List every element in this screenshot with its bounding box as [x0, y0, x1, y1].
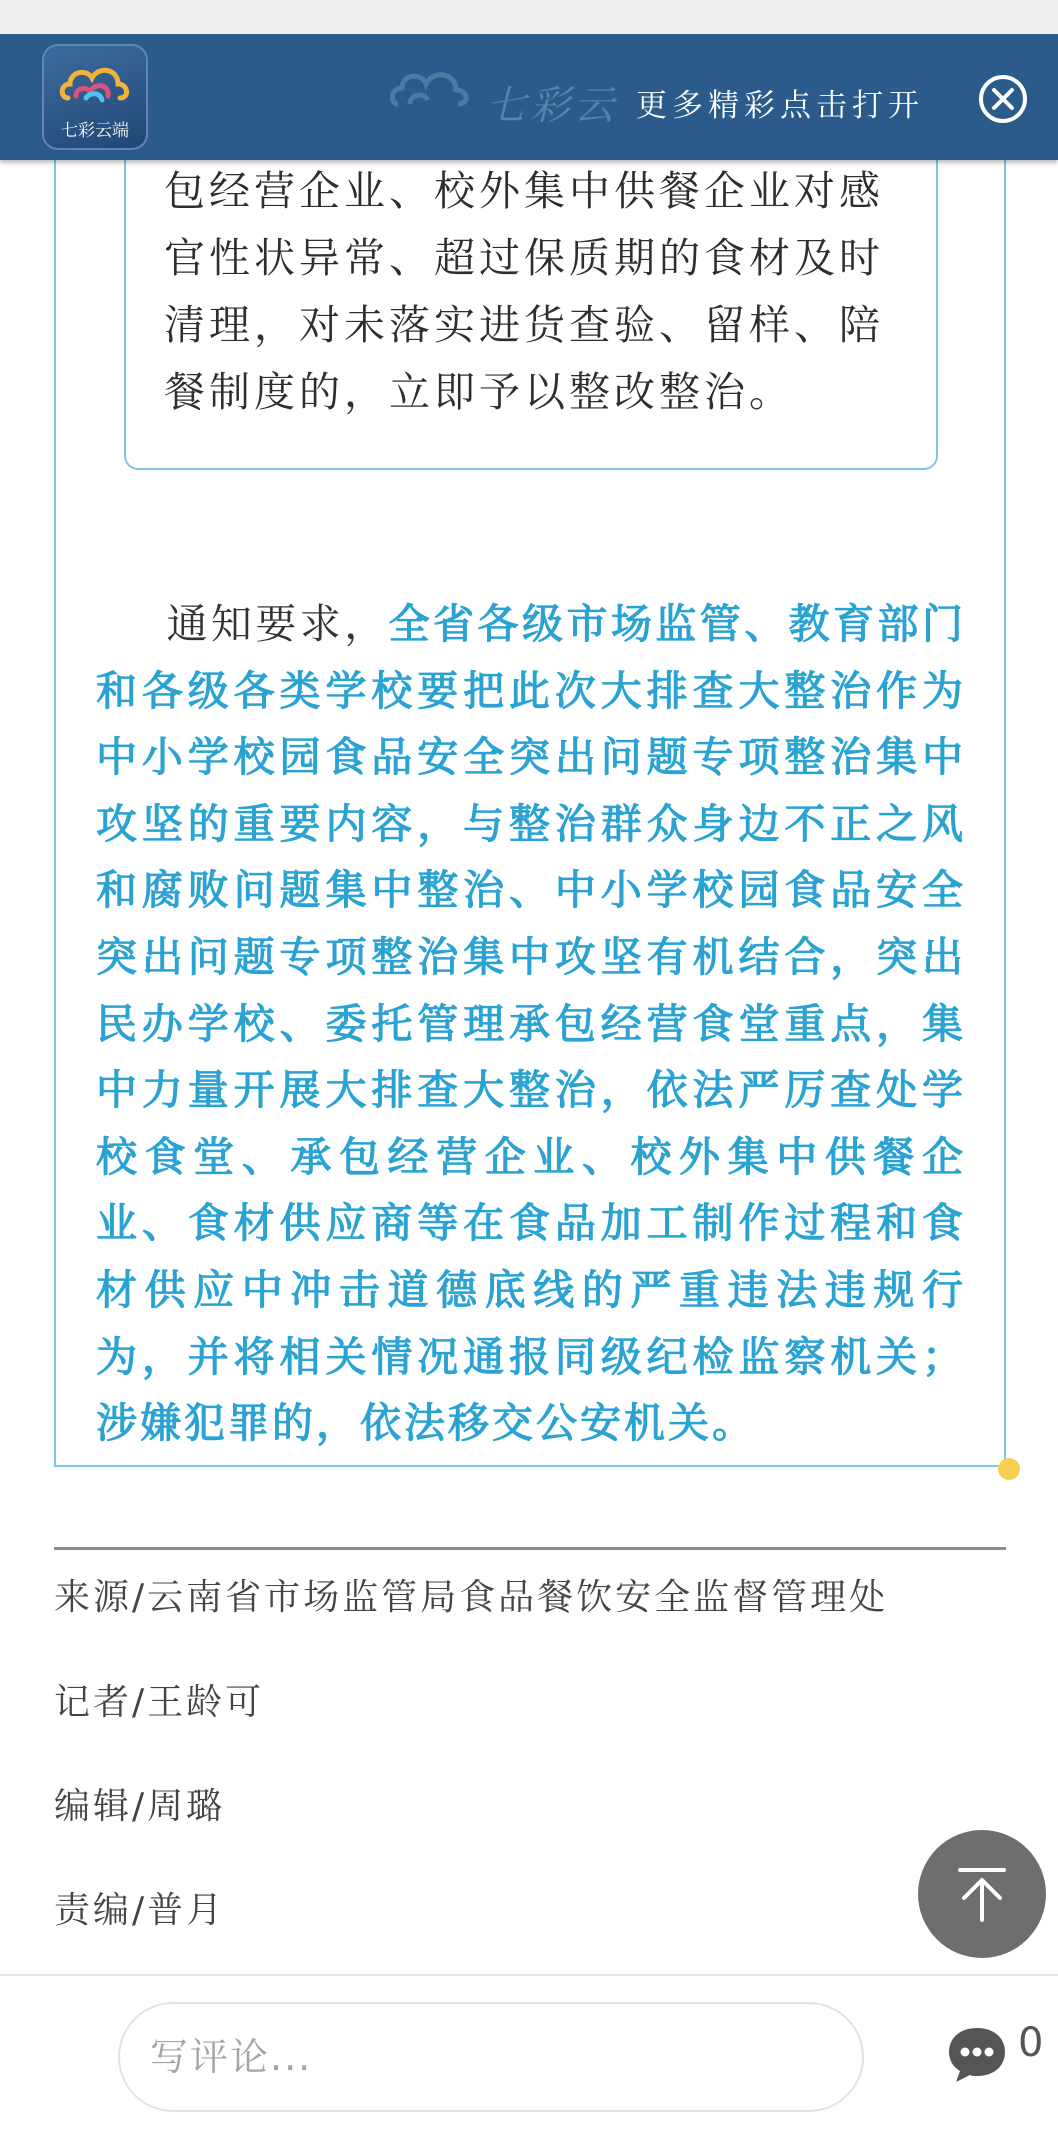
comment-bubble-icon[interactable] [946, 2024, 1008, 2086]
cloud-logo-icon [56, 58, 134, 118]
faint-logo-text: 七彩云 [486, 83, 618, 129]
frame-dot [998, 1458, 1020, 1480]
app-logo-name: 七彩云端 [61, 121, 129, 141]
credits-divider [54, 1547, 1006, 1550]
credit-source: 来源/云南省市场监管局食品餐饮安全监督管理处 [54, 1577, 889, 1618]
app-logo [42, 44, 148, 150]
body-paragraph [96, 591, 966, 1457]
article-content [0, 34, 1058, 1974]
close-circle-icon[interactable] [978, 74, 1028, 124]
faint-cloud-logo-icon [386, 64, 476, 120]
credit-editor: 编辑/周璐 [54, 1786, 226, 1827]
comment-input[interactable]: 写评论... [118, 2002, 864, 2112]
arrow-up-icon [952, 1864, 1012, 1924]
body-highlight: 全省各级市场监管、教育部门和各级各类学校要把此次大排查大整治作为中小学校园食品安全突出问题专项整治集中攻坚的重要内容，与整治群众身边不正之风和腐败问题集中整治、中小学校园食品安全突出问题专项整治集中攻坚有机结合，突出民办学校、委托管理承包经营食堂重点，集中力量开展大排查大整治，依法严厉查处学校食堂、承包经营企业、校外集中供餐企业、食材供应商等在食品加工制作过程和食材供应中冲击道德底线的严重违法违规行为，并将相关情况通报同级纪检监察机关；涉嫌犯罪的，依法移交公安机关。 [96, 600, 967, 1448]
open-app-cta[interactable]: 更多精彩点击打开 [636, 88, 924, 124]
app-open-banner[interactable] [0, 34, 1058, 160]
body-lead: 通知要求， [166, 600, 389, 648]
inner-quote-text: 包经营企业、校外集中供餐企业对感官性状异常、超过保质期的食材及时清理，对未落实进货查验、留样、陪餐制度的，立即予以整改整治。 [164, 167, 884, 416]
comment-bar [0, 1974, 1058, 2139]
credit-reporter: 记者/王龄可 [54, 1682, 265, 1723]
status-strip [0, 0, 1058, 34]
scroll-to-top-button[interactable] [918, 1830, 1046, 1958]
credit-chief-editor: 责编/普月 [54, 1890, 226, 1931]
comment-count: 0 [1018, 2020, 1044, 2066]
